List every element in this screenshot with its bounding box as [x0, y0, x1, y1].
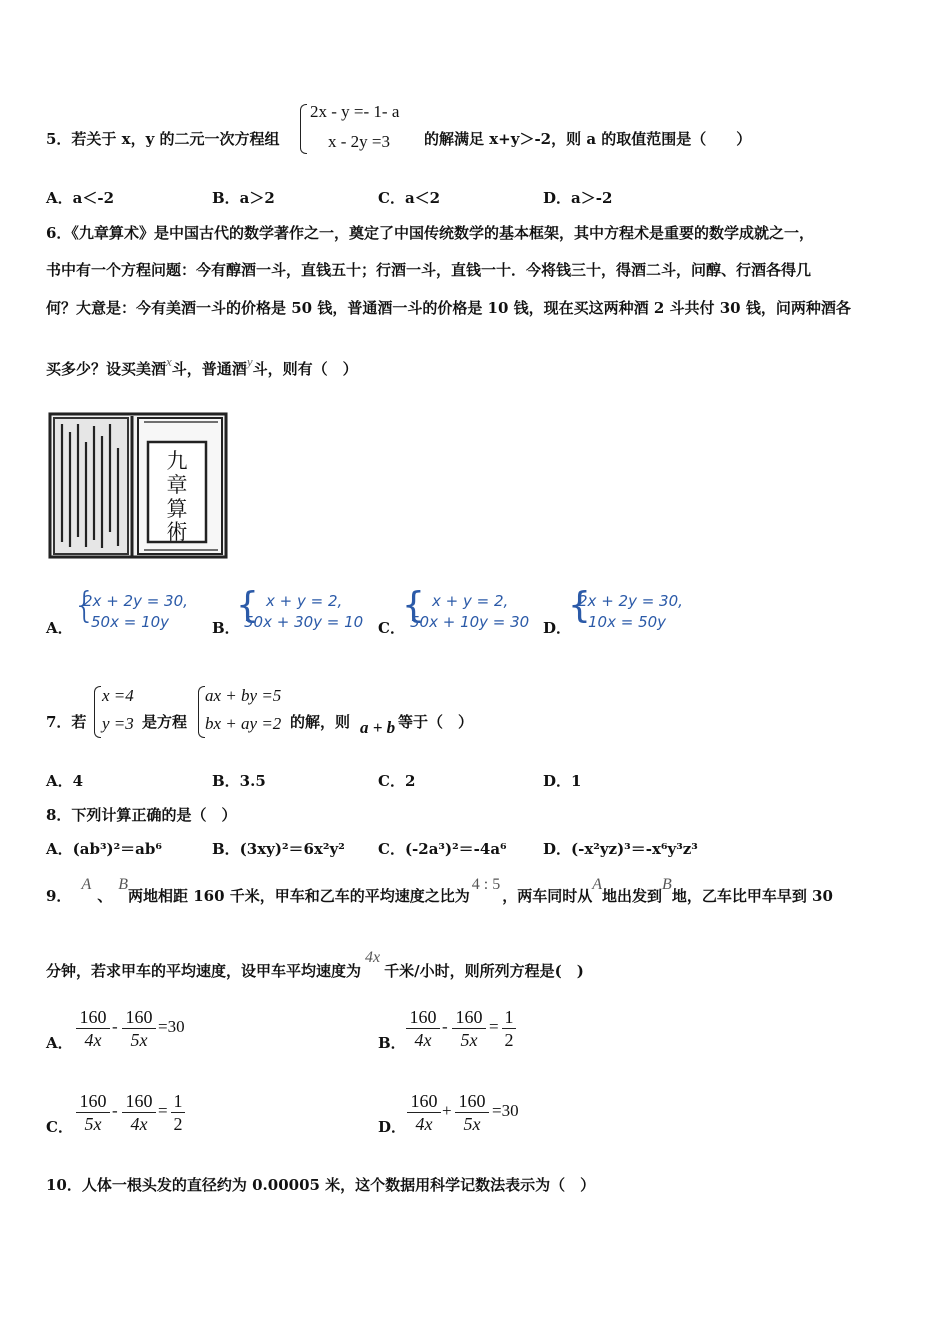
q9-option-a-rhs: =30: [158, 1017, 185, 1036]
q10-text: 10．人体一根头发的直径约为 0.00005 米，这个数据用科学记数法表示为（ ）: [46, 1176, 596, 1194]
q9-B2: B: [662, 876, 672, 893]
q9-t2: ，两车同时从: [502, 887, 593, 905]
q6-option-d-eq2: 10x = 50y: [588, 613, 667, 631]
q5-option-b: B．a＞2: [212, 189, 275, 207]
q5-option-d: D．a＞-2: [543, 189, 613, 207]
q9-option-a-label: A．: [46, 1034, 73, 1052]
q6-option-a-eq: { 2x + 2y = 30, 50x = 10y: [73, 585, 188, 631]
svg-text:章: 章: [166, 473, 188, 497]
q9-option-b-frac1: 160 4x: [406, 1006, 440, 1051]
q7-s1: x =4: [102, 686, 134, 705]
q9-option-a-frac1: 160 4x: [76, 1006, 110, 1051]
q9-B: B: [118, 876, 129, 893]
q6-option-b-eq2: 50x + 30y = 10: [244, 613, 364, 631]
q6-option-d-label: D．: [543, 619, 572, 637]
q9-option-a-frac2: 160 5x: [122, 1006, 156, 1051]
q7-mid: 是方程: [142, 713, 188, 731]
q9-option-d-label: D．: [378, 1118, 407, 1136]
q7-expr: a + b: [360, 718, 396, 737]
q6-option-d-eq1: 2x + 2y = 30,: [578, 592, 683, 610]
q6-option-b-eq1: x + y = 2,: [266, 592, 343, 610]
q9-line1: [46, 876, 833, 906]
q6-option-c-label: C．: [378, 619, 405, 637]
q6-option-b-eq: { x + y = 2, 50x + 30y = 10: [236, 585, 364, 631]
q9-t4: 地，乙车比甲车早到 30: [671, 887, 833, 905]
q6-line4-c: 斗，则有（ ）: [252, 360, 358, 378]
q6-option-d-eq: { 2x + 2y = 30, 10x = 50y: [568, 585, 683, 631]
q8-option-d: D．(-x²yz)³＝-x⁶y³z³: [543, 840, 698, 858]
q7-option-b: B．3.5: [212, 772, 266, 790]
q6-option-c-eq: { x + y = 2, 50x + 10y = 30: [402, 585, 530, 631]
q9-option-c-frac1: 160 5x: [76, 1090, 110, 1135]
q8-option-c: C．(-2a³)²＝-4a⁶: [378, 840, 507, 858]
q6-option-c-eq1: x + y = 2,: [432, 592, 509, 610]
q5-option-a: A．a＜-2: [46, 189, 115, 207]
q9-t1: 两地相距 160 千米，甲车和乙车的平均速度之比为: [128, 887, 470, 905]
q7-suffix: 等于（ ）: [398, 713, 474, 731]
q9-option-b-frac2: 160 5x: [452, 1006, 486, 1051]
q7-e1: ax + by =5: [205, 686, 282, 705]
q7-after: 的解，则: [290, 713, 351, 731]
q7-brace-2: [198, 686, 205, 738]
q9-option-b-label: B．: [378, 1034, 406, 1052]
q9-ratio: 4 : 5: [471, 876, 501, 893]
q7-option-c: C．2: [378, 772, 416, 790]
q9-option-c-frac3: 1 2: [171, 1090, 185, 1135]
book-cover-image: [48, 412, 228, 559]
q6-option-a-label: A．: [46, 619, 73, 637]
q7-e2: bx + ay =2: [205, 714, 282, 733]
q9-option-d-rhs: =30: [492, 1101, 519, 1120]
svg-text:術: 術: [166, 520, 188, 544]
q9-option-c-label: C．: [46, 1118, 73, 1136]
q9-option-d-frac2: 160 5x: [455, 1090, 489, 1135]
q9-option-b-frac3: 1 2: [502, 1006, 516, 1051]
q9-option-c-op: -: [112, 1101, 118, 1120]
q6-line2: 书中有一个方程问题：今有醇酒一斗，直钱五十；行酒一斗，直钱一十．今将钱三十，得酒二斗，问醇、行酒各得几: [46, 261, 812, 279]
q5-prefix: 5．若关于 x，y 的二元一次方程组: [46, 130, 280, 148]
q7-brace-1: [94, 686, 101, 738]
q7-prefix: 7．若: [46, 713, 87, 731]
q6-line1: 6．《九章算术》是中国古代的数学著作之一，奠定了中国传统数学的基本框架，其中方程术是重要的数学成就之一，: [46, 224, 814, 242]
q9-t3: 地出发到: [602, 887, 663, 905]
q8-option-b: B．(3xy)²＝6x²y²: [212, 840, 345, 858]
q9-l2a: 分钟，若求甲车的平均速度，设甲车平均速度为: [46, 962, 362, 980]
q9-line2: [46, 949, 584, 981]
q9-option-d-op: +: [442, 1101, 452, 1120]
q5-eq1: 2x - y =- 1- a: [310, 102, 400, 121]
book-title: [167, 449, 188, 544]
q6-line4-a: 买多少？设买美酒: [46, 360, 167, 378]
q6-option-a-eq2: 50x = 10y: [91, 613, 170, 631]
q9-speed: 4x: [365, 949, 381, 966]
q6-line4-b: 斗，普通酒: [171, 360, 247, 378]
q6-var-x: x: [166, 354, 172, 369]
q5-eq2: x - 2y =3: [328, 132, 390, 151]
q9-sep: 、: [97, 887, 113, 905]
q6-var-y: y: [246, 354, 253, 369]
q8-option-a: A．(ab³)²＝ab⁶: [46, 840, 162, 858]
q5-brace: [300, 104, 307, 154]
q5-suffix: 的解满足 x+y＞-2，则 a 的取值范围是（ ）: [424, 130, 752, 148]
q9-option-a-op: -: [112, 1017, 118, 1036]
q6-line4: [46, 354, 358, 379]
q8-title: 8．下列计算正确的是（ ）: [46, 806, 237, 824]
q9-A2: A: [592, 876, 603, 893]
q5-option-c: C．a＜2: [378, 189, 441, 207]
q7-option-a: A．4: [46, 772, 84, 790]
q7-option-d: D．1: [543, 772, 582, 790]
q9-option-b-rhs: =: [489, 1017, 499, 1036]
q9-option-c-frac2: 160 4x: [122, 1090, 156, 1135]
q9-l2b: 千米/小时，则所列方程是( ): [384, 962, 584, 980]
q6-option-c-eq2: 50x + 10y = 30: [410, 613, 530, 631]
svg-text:九: 九: [166, 449, 188, 473]
q6-option-b-label: B．: [212, 619, 240, 637]
svg-text:算: 算: [166, 497, 188, 521]
q9-A: A: [81, 876, 92, 893]
q7-s2: y =3: [102, 714, 134, 733]
q9-option-d-frac1: 160 4x: [407, 1090, 441, 1135]
q9-option-c-rhs: =: [158, 1101, 168, 1120]
q9-option-b-op: -: [442, 1017, 448, 1036]
q9-num: 9．: [46, 887, 72, 905]
q6-line3: 何？大意是：今有美酒一斗的价格是 50 钱，普通酒一斗的价格是 10 钱，现在买这两种酒 2 斗共付 30 钱，问两种酒各: [46, 299, 851, 317]
q6-option-a-eq1: 2x + 2y = 30,: [83, 592, 188, 610]
